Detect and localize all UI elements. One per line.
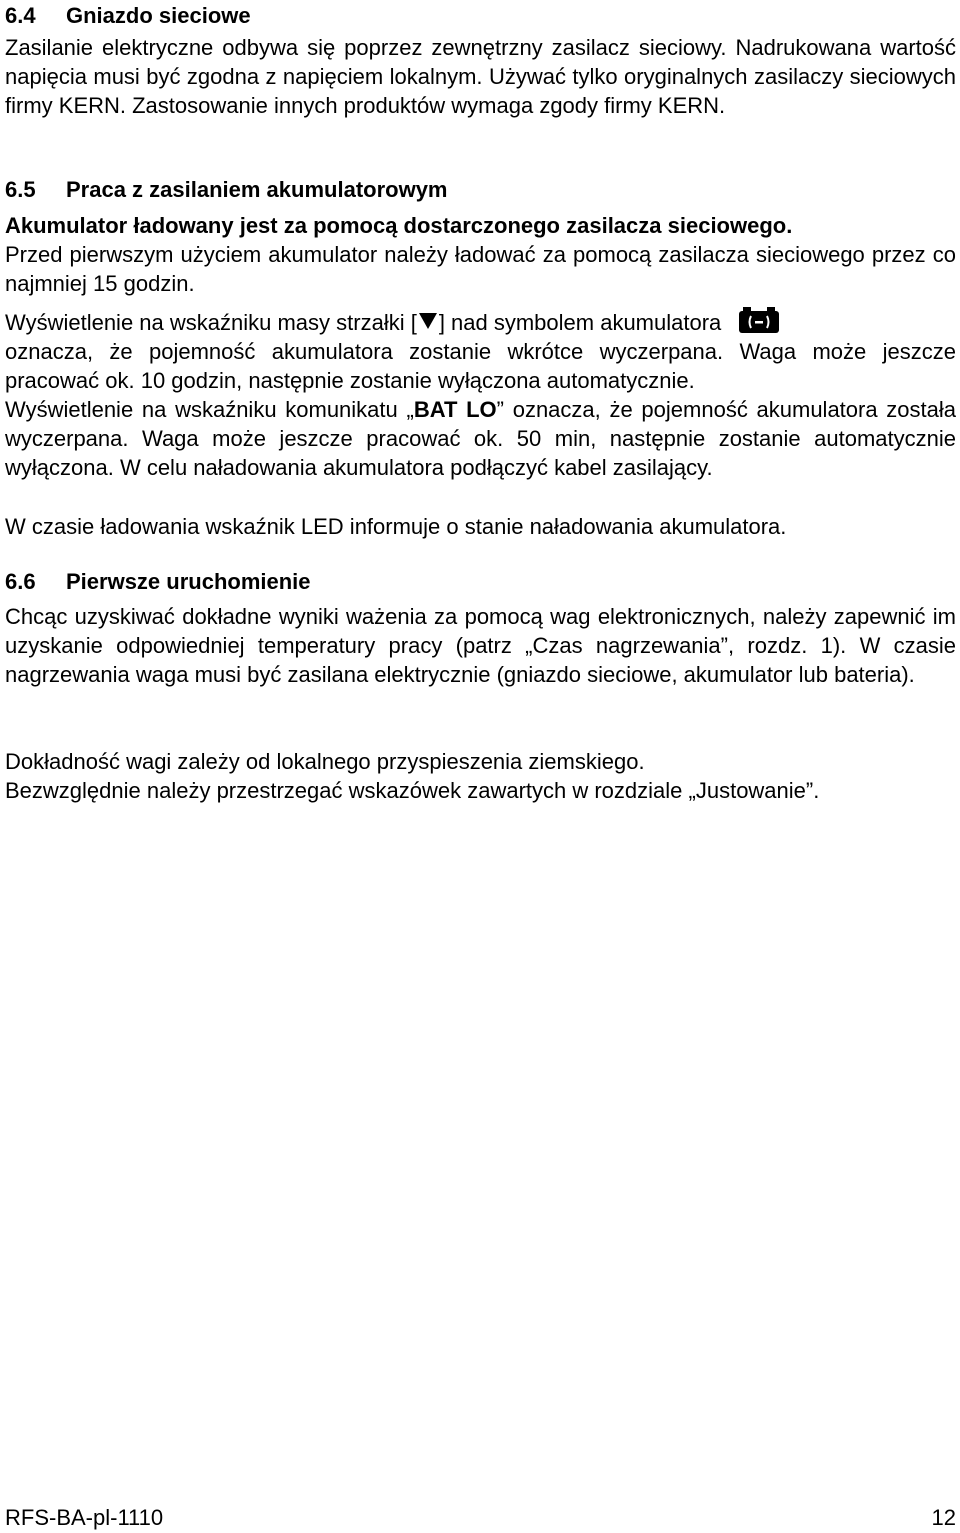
down-triangle-icon <box>419 313 437 329</box>
bat-lo-message: BAT LO <box>413 397 497 422</box>
section-number: 6.5 <box>5 177 36 202</box>
section-title: Pierwsze uruchomienie <box>66 569 311 594</box>
section-title: Praca z zasilaniem akumulatorowym <box>66 177 448 202</box>
paragraph-battery-charging-bold: Akumulator ładowany jest za pomocą dostarczonego zasilacza sieciowego. <box>5 213 793 238</box>
footer-doc-code: RFS-BA-pl-1110 <box>5 1505 164 1530</box>
paragraph-warmup: Chcąc uzyskiwać dokładne wyniki ważenia za pomocą wag elektronicznych, należy zapewnić im uzyskanie odpowiedniej temperatury pracy (patrz „Czas nagrzewania”, rozdz. 1). W czasie nagrzewania waga musi być zasilana elektrycznie (gniazdo sieciowe, akumulator lub bateria). <box>5 604 956 687</box>
footer-page-number: 12 <box>931 1505 956 1530</box>
battery-minus-icon <box>739 307 779 333</box>
section-heading-6-4 <box>5 1 251 30</box>
paragraph-led-indicator: W czasie ładowania wskaźnik LED informuje o stanie naładowania akumulatora. <box>5 514 787 539</box>
text-fragment: ” oznacza, że pojemność akumulatora została wyczerpana. Waga może jeszcze pracować ok. 50 min, następnie zostanie automatycznie wyłączona. W celu naładowania akumulatora podłączyć kabel zasilający. <box>5 397 957 480</box>
text-fragment: ] nad symbolem akumulatora <box>438 310 722 335</box>
paragraph-first-charge: Przed pierwszym użyciem akumulator należy ładować za pomocą zasilacza sieciowego przez co najmniej 15 godzin. <box>5 242 956 296</box>
paragraph-bat-lo <box>5 395 956 482</box>
section-number: 6.6 <box>5 569 36 594</box>
section-title: Gniazdo sieciowe <box>66 3 251 28</box>
section-heading-6-6 <box>5 567 311 596</box>
paragraph-power-socket: Zasilanie elektryczne odbywa się poprzez zewnętrzny zasilacz sieciowy. Nadrukowana wartość napięcia musi być zgodna z napięciem lokalnym. Używać tylko oryginalnych zasilaczy sieciowych firmy KERN. Zastosowanie innych produktów wymaga zgody firmy KERN. <box>5 35 956 118</box>
paragraph-low-battery-arrow <box>5 307 956 395</box>
text-fragment: oznacza, że pojemność akumulatora zostanie wkrótce wyczerpana. Waga może jeszcze pracować ok. 10 godzin, następnie zostanie wyłączona automatycznie. <box>5 339 956 393</box>
section-number: 6.4 <box>5 3 36 28</box>
section-heading-6-5 <box>5 175 448 204</box>
text-fragment: Wyświetlenie na wskaźniku komunikatu „ <box>5 397 414 422</box>
paragraph-adjustment: Bezwzględnie należy przestrzegać wskazówek zawartych w rozdziale „Justowanie”. <box>5 778 820 803</box>
paragraph-accuracy: Dokładność wagi zależy od lokalnego przyspieszenia ziemskiego. <box>5 749 645 774</box>
text-fragment: Wyświetlenie na wskaźniku masy strzałki [ <box>5 310 417 335</box>
